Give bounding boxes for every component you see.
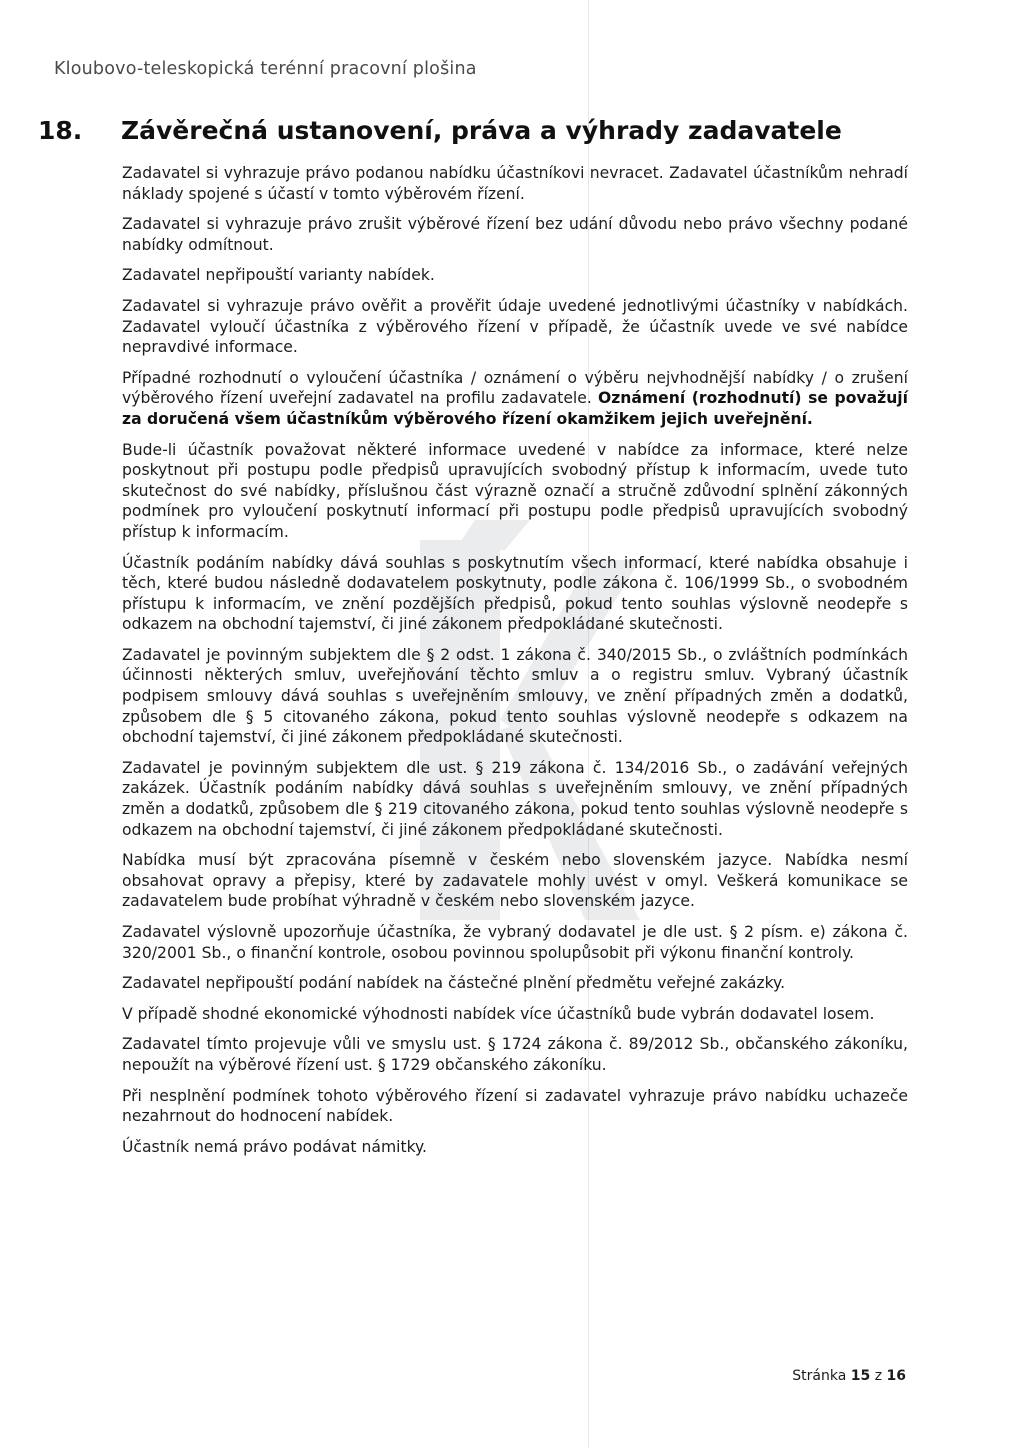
paragraph-5 (122, 368, 908, 430)
paragraph-5-bold-text: Oznámení (rozhodnutí) se považují za doručená všem účastníkům výběrového řízení okamžikem jejich uveřejnění. (122, 389, 908, 428)
paragraph-9: Zadavatel je povinným subjektem dle ust. § 219 zákona č. 134/2016 Sb., o zadávání veřejných zakázek. Účastník podáním nabídky dává souhlas s uveřejněním smlouvy, ve znění případných změn a dodatků, způsobem dle § 219 citovaného zákona, pokud tento souhlas výslovně neodepře s odkazem na obchodní tajemství, či jiné zákonem předpokládané skutečnosti. (122, 758, 908, 839)
paragraph-12: Zadavatel nepřipouští podání nabídek na částečné plnění předmětu veřejné zakázky. (122, 974, 786, 993)
paragraph-4: Zadavatel si vyhrazuje právo ověřit a prověřit údaje uvedené jednotlivými účastníky v nabídkách. Zadavatel vyloučí účastníka z výběrového řízení v případě, že účastník uvede ve své nabídce nepravdivé informace. (122, 296, 908, 357)
paragraph-13: V případě shodné ekonomické výhodnosti nabídek více účastníků bude vybrán dodavatel losem. (122, 1004, 875, 1023)
page-number (792, 1368, 906, 1384)
paragraph-7: Účastník podáním nabídky dává souhlas s poskytnutím všech informací, které nabídka obsahuje i těch, které budou následně dodavatelem poskytnuty, podle zákona č. 106/1999 Sb., o svobodném přístupu k informacím, ve znění pozdějších předpisů, pokud tento souhlas výslovně neodepře s odkazem na obchodní tajemství, či jiné zákonem předpokládané skutečnosti. (122, 553, 908, 634)
document-header: Kloubovo-teleskopická terénní pracovní plošina (54, 59, 477, 79)
paragraph-14: Zadavatel tímto projevuje vůli ve smyslu ust. § 1724 zákona č. 89/2012 Sb., občanského zákoníku, nepoužít na výběrové řízení ust. § 1729 občanského zákoníku. (122, 1035, 908, 1074)
document-body (122, 163, 908, 1167)
paragraph-1: Zadavatel si vyhrazuje právo podanou nabídku účastníkovi nevracet. Zadavatel účastníkům nehradí náklady spojené s účastí v tomto výběrovém řízení. (122, 164, 908, 203)
section-heading (38, 116, 842, 145)
paragraph-16: Účastník nemá právo podávat námitky. (122, 1137, 428, 1156)
total-pages: 16 (886, 1368, 906, 1384)
paragraph-8: Zadavatel je povinným subjektem dle § 2 odst. 1 zákona č. 340/2015 Sb., o zvláštních podmínkách účinnosti některých smluv, uveřejňování těchto smluv a o registru smluv. Vybraný účastník podpisem smlouvy dává souhlas s uveřejněním smlouvy, ve znění případných změn a dodatků, způsobem dle § 5 citovaného zákona, pokud tento souhlas výslovně neodepře s odkazem na obchodní tajemství, či jiné zákonem předpokládané skutečnosti. (122, 645, 908, 747)
paragraph-11: Zadavatel výslovně upozorňuje účastníka, že vybraný dodavatel je dle ust. § 2 písm. e) zákona č. 320/2001 Sb., o finanční kontrole, osobou povinnou spolupůsobit při výkonu finanční kontroly. (122, 923, 908, 962)
section-number: 18. (38, 116, 83, 145)
paragraph-2: Zadavatel si vyhrazuje právo zrušit výběrové řízení bez udání důvodu nebo právo všechny podané nabídky odmítnout. (122, 215, 908, 254)
page-separator: z (874, 1368, 883, 1384)
paragraph-6: Bude-li účastník považovat některé informace uvedené v nabídce za informace, které nelze poskytnout při postupu podle předpisů upravujících svobodný přístup k informacím, uvede tuto skutečnost do své nabídky, příslušnou část výrazně označí a stručně zdůvodní splnění zákonných podmínek pro vyloučení poskytnutí informací při postupu podle předpisů upravujících svobodný přístup k informacím. (122, 440, 908, 541)
paragraph-10: Nabídka musí být zpracována písemně v českém nebo slovenském jazyce. Nabídka nesmí obsahovat opravy a přepisy, které by zadavatele mohly uvést v omyl. Veškerá komunikace se zadavatelem bude probíhat výhradně v českém nebo slovenském jazyce. (122, 851, 908, 911)
paragraph-5-text: Případné rozhodnutí o vyloučení účastníka / oznámení o výběru nejvhodnější nabídky / o zrušení výběrového řízení uveřejní zadavatel na profilu zadavatele. (122, 368, 908, 408)
section-title: Závěrečná ustanovení, práva a výhrady zadavatele (121, 116, 842, 145)
current-page: 15 (850, 1368, 871, 1384)
page-label: Stránka (792, 1368, 847, 1384)
paragraph-3: Zadavatel nepřipouští varianty nabídek. (122, 266, 435, 285)
paragraph-15: Při nesplnění podmínek tohoto výběrového řízení si zadavatel vyhrazuje právo nabídku uchazeče nezahrnout do hodnocení nabídek. (122, 1086, 908, 1126)
